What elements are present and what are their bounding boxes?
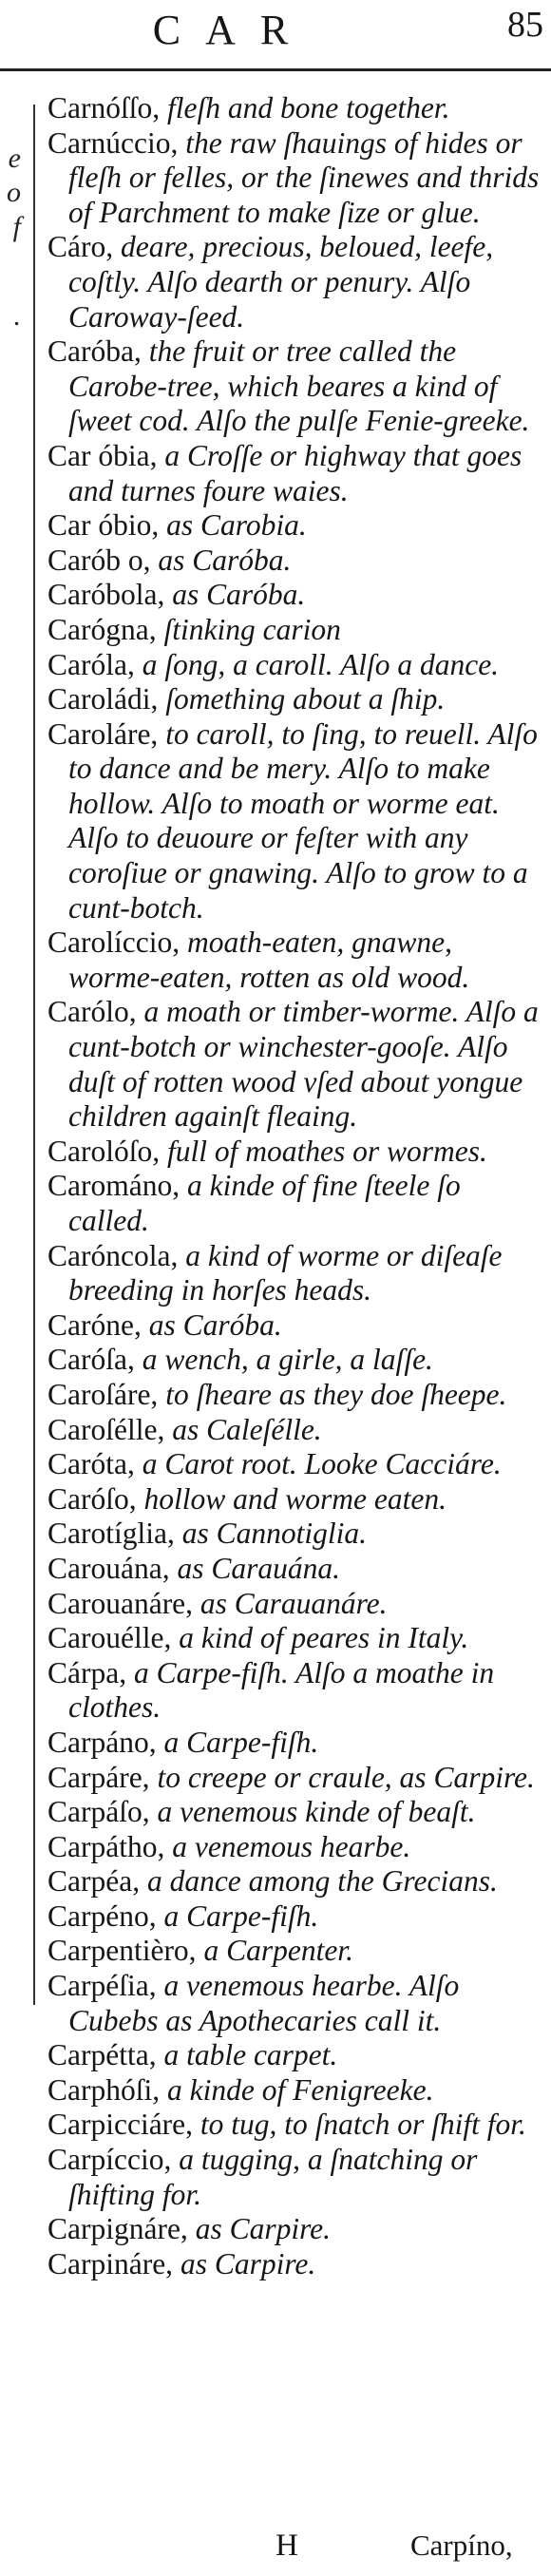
gutter-fragment: e <box>8 143 21 174</box>
dictionary-entry <box>48 1795 543 1830</box>
entry-headword: Carpétta, <box>48 2038 157 2072</box>
dictionary-entry <box>48 2143 543 2212</box>
entry-headword: Carpináre, <box>48 2246 174 2280</box>
dictionary-entry <box>48 508 543 544</box>
entry-gloss: a venemous hearbe. Alſo Cubebs as Apothecaries call it. <box>68 1969 460 2037</box>
dictionary-entry <box>48 230 543 334</box>
entry-gloss: as Cannotiglia. <box>174 1517 368 1551</box>
dictionary-entry <box>48 1308 543 1344</box>
entry-headword: Carpéſia, <box>48 1969 157 2003</box>
entry-gloss: the fruit or tree called the Carobe-tree, which beares a kind of ſweet cod. Alſo the pulſe Fenie-greeke. <box>68 334 530 438</box>
entry-gloss: a wench, a girle, a laſſe. <box>134 1343 433 1377</box>
dictionary-entry <box>48 439 543 508</box>
catchword: Carpíno, <box>410 2528 513 2562</box>
entry-headword: Carouélle, <box>48 1621 172 1655</box>
entry-headword: Caróta, <box>48 1447 135 1481</box>
entry-headword: Carób o, <box>48 543 151 577</box>
running-head: CAR <box>152 7 314 53</box>
dictionary-entry <box>48 544 543 579</box>
dictionary-entry <box>48 717 543 926</box>
entry-gloss: a table carpet. <box>156 2038 338 2072</box>
dictionary-entry <box>48 1482 543 1517</box>
dictionary-entry <box>48 1378 543 1413</box>
dictionary-entry <box>48 1343 543 1378</box>
entry-gloss: a dance among the Grecians. <box>140 1864 498 1899</box>
entry-headword: Caróncola, <box>48 1238 179 1272</box>
dictionary-entry <box>48 995 543 1134</box>
dictionary-entry <box>48 1169 543 1238</box>
dictionary-entry <box>48 1864 543 1899</box>
dictionary-entry <box>48 1621 543 1656</box>
entry-gloss: a Croſſe or highway that goes and turnes foure waies. <box>68 438 522 507</box>
gutter-fragment: o <box>7 177 21 208</box>
dictionary-entry <box>48 1552 543 1587</box>
entry-gloss: a moath or timber-worme. Alſo a cunt-botch or winchester-gooſe. Alſo duſt of rotten wood vſed about yongue children againſt fleaing. <box>68 995 539 1134</box>
entry-gloss: to creepe or craule, as Carpire. <box>149 1760 535 1794</box>
entry-headword: Caroládi, <box>48 682 159 716</box>
dictionary-entry <box>48 1656 543 1726</box>
dictionary-entry <box>48 613 543 648</box>
dictionary-entry <box>48 91 543 126</box>
dictionary-entry <box>48 2108 543 2143</box>
entry-gloss: to ſheare as they doe ſheepe. <box>158 1377 507 1411</box>
entry-gloss: as Carauána. <box>169 1551 340 1585</box>
entry-headword: Carouanáre, <box>48 1586 194 1620</box>
entry-gloss: the raw ſhauings of hides or fleſh or felles, or the ſinewes and thrids of Parchment to make ſize or glue. <box>68 125 540 229</box>
dictionary-entry <box>48 1239 543 1308</box>
entry-gloss: as Carpire. <box>173 2246 316 2280</box>
entry-headword: Caroſáre, <box>48 1377 159 1411</box>
entry-headword: Carpáſo, <box>48 1795 150 1829</box>
dictionary-entry <box>48 334 543 439</box>
dictionary-entry <box>48 1135 543 1170</box>
entry-headword: Caróne, <box>48 1307 142 1342</box>
dictionary-entry <box>48 1517 543 1552</box>
entry-headword: Caróſo, <box>48 1481 137 1516</box>
entry-headword: Carpéno, <box>48 1899 157 1933</box>
entry-gloss: as Caleſélle. <box>164 1412 322 1446</box>
page-footer <box>0 2528 551 2570</box>
entry-headword: Carógna, <box>48 612 157 646</box>
entry-headword: Caroláre, <box>48 716 159 751</box>
entry-headword: Carpátho, <box>48 1829 165 1863</box>
entry-gloss: a venemous kinde of beaſt. <box>149 1795 476 1829</box>
dictionary-entry <box>48 126 543 231</box>
dictionary-entry <box>48 682 543 717</box>
entry-gloss: to caroll, to ſing, to reuell. Alſo to dance and be mery. Alſo to make hollow. Alſo to moath or worme eat. Alſo to deuoure or feſter with any coroſiue or gnawing. Alſo to grow to a cunt-botch. <box>68 716 538 925</box>
entry-gloss: to tug, to ſnatch or ſhift for. <box>193 2108 526 2142</box>
gutter-fragment: f <box>12 211 21 242</box>
entry-headword: Carpáno, <box>48 1725 157 1759</box>
entry-headword: Carouána, <box>48 1551 170 1585</box>
entry-gloss: a kind of peares in Italy. <box>171 1621 469 1655</box>
entry-headword: Carphóſi, <box>48 2072 161 2107</box>
entry-headword: Carnóſſo, <box>48 91 161 124</box>
entry-headword: Caróſa, <box>48 1343 135 1377</box>
entry-gloss: deare, precious, beloued, leefe, coſtly. Alſo dearth or penury. Alſo Caroway-ſeed. <box>68 230 494 334</box>
entry-gloss: as Carpire. <box>187 2212 332 2246</box>
entry-gloss: as Caróba. <box>164 578 306 612</box>
dictionary-entries <box>48 91 543 2281</box>
page-header <box>0 0 551 55</box>
dictionary-entry <box>48 1830 543 1865</box>
entry-headword: Carpáre, <box>48 1760 150 1794</box>
entry-headword: Caroſélle, <box>48 1412 165 1446</box>
dictionary-entry <box>48 2212 543 2247</box>
entry-gloss: a Carpe-fiſh. <box>156 1899 319 1933</box>
entry-headword: Carólo, <box>48 995 137 1029</box>
entry-headword: Carpéa, <box>48 1864 141 1899</box>
entry-headword: Carpignáre, <box>48 2212 188 2246</box>
dictionary-entry <box>48 578 543 613</box>
entry-gloss: ſtinking carion <box>156 612 341 646</box>
entry-headword: Car óbia, <box>48 438 158 472</box>
entry-gloss: a Carot root. Looke Cacciáre. <box>134 1447 502 1481</box>
entry-headword: Carpentièro, <box>48 1934 197 1968</box>
entry-headword: Caróla, <box>48 647 135 681</box>
page-number: 85 <box>507 5 543 45</box>
entry-gloss: a Carpe-fiſh. Alſo a moathe in clothes. <box>68 1655 495 1725</box>
entry-gloss: a venemous hearbe. <box>164 1829 411 1863</box>
entry-headword: Carotíglia, <box>48 1517 175 1551</box>
entry-gloss: full of moathes or wormes. <box>160 1134 487 1168</box>
entry-gloss: as Caróba. <box>141 1307 282 1342</box>
dictionary-entry <box>48 925 543 995</box>
entry-gloss: as Carauanáre. <box>193 1586 388 1620</box>
dictionary-entry <box>48 2247 543 2282</box>
dictionary-entry <box>48 1969 543 2038</box>
dictionary-entry <box>48 648 543 683</box>
entry-gloss: moath-eaten, gnawne, worme-eaten, rotten as old wood. <box>68 925 470 994</box>
entry-gloss: a kinde of fine ſteele ſo called. <box>68 1169 461 1237</box>
header-rule <box>0 68 551 71</box>
entry-gloss: a ſong, a caroll. Alſo a dance. <box>134 647 500 681</box>
dictionary-entry <box>48 1587 543 1622</box>
entry-headword: Carolíccio, <box>48 925 180 960</box>
entry-gloss: as Carobia. <box>159 508 307 543</box>
entry-headword: Carpíccio, <box>48 2143 172 2177</box>
entry-headword: Carpicciáre, <box>48 2108 194 2142</box>
entry-gloss: as Caróba. <box>150 543 292 577</box>
entry-headword: Caróba, <box>48 334 142 369</box>
entry-headword: Carnúccio, <box>48 125 179 160</box>
dictionary-entry <box>48 1934 543 1969</box>
entry-headword: Car óbio, <box>48 508 160 543</box>
column-rule <box>33 105 35 2005</box>
dictionary-entry <box>48 1726 543 1761</box>
dictionary-entry <box>48 1413 543 1448</box>
signature-mark: H <box>276 2528 298 2563</box>
entry-gloss: a kinde of Fenigreeke. <box>160 2072 434 2107</box>
dictionary-entry <box>48 1447 543 1482</box>
dictionary-entry <box>48 1761 543 1796</box>
entry-gloss: ſomething about a ſhip. <box>158 682 446 716</box>
entry-headword: Carománo, <box>48 1169 180 1203</box>
entry-headword: Caróbola, <box>48 578 165 612</box>
entry-gloss: a kind of worme or diſeaſe breeding in horſes heads. <box>68 1238 503 1307</box>
entry-gloss: a Carpe-fiſh. <box>156 1725 319 1759</box>
entry-headword: Carolóſo, <box>48 1134 161 1168</box>
entry-headword: Cáro, <box>48 230 114 264</box>
dictionary-entry <box>48 1899 543 1935</box>
entry-gloss: a Carpenter. <box>196 1934 353 1968</box>
entry-headword: Cárpa, <box>48 1655 127 1689</box>
entry-gloss: hollow and worme eaten. <box>136 1481 446 1516</box>
dictionary-entry <box>48 2038 543 2073</box>
gutter-fragment: . <box>13 300 21 332</box>
entry-gloss: fleſh and bone together. <box>160 91 450 124</box>
dictionary-entry <box>48 2073 543 2109</box>
entry-gloss: a tugging, a ſnatching or ſhifting for. <box>68 2143 478 2211</box>
